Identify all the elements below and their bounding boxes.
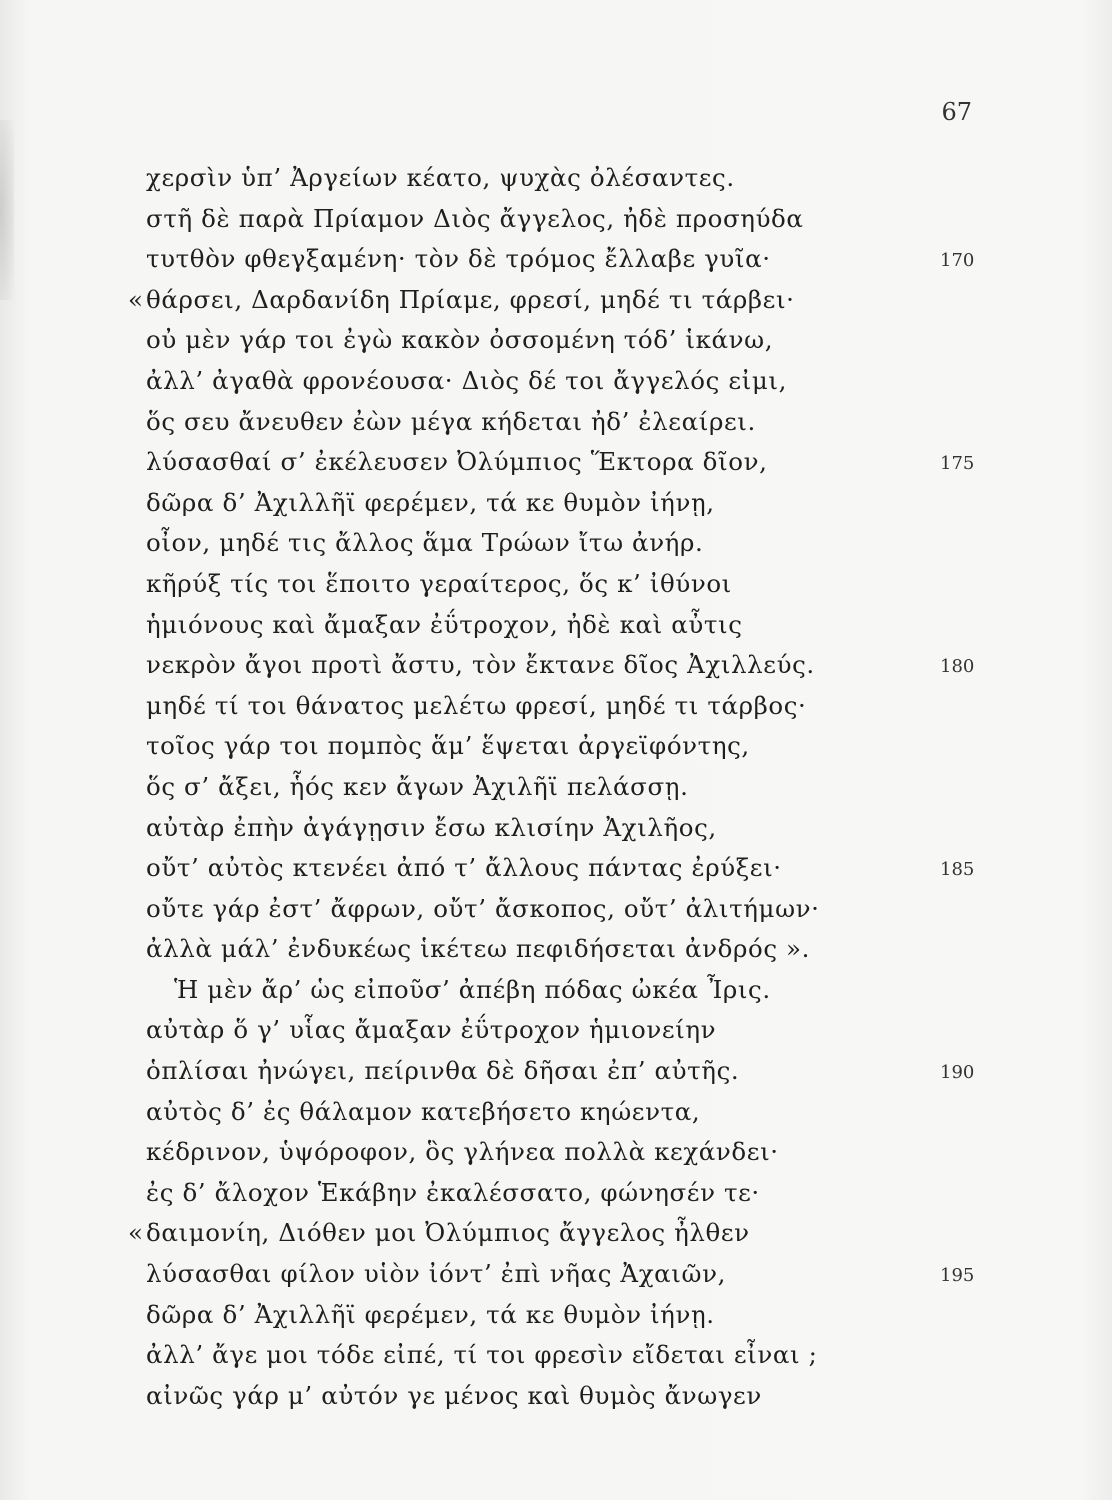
verse-line [128, 929, 988, 970]
verse-text: χερσὶν ὑπ’ Ἀργείων κέατο, ψυχὰς ὀλέσαντες. [146, 163, 735, 192]
verse-text: δαιμονίη, Διόθεν μοι Ὀλύμπιος ἄγγελος ἦλθεν [146, 1218, 750, 1248]
verse-text: οὔτε γάρ ἐστ’ ἄφρων, οὔτ’ ἄσκοπος, οὔτ’ ἀλιτήμων· [146, 893, 820, 923]
verse-text: κέδρινον, ὑψόροφον, ὃς γλήνεα πολλὰ κεχάνδει· [146, 1137, 779, 1167]
verse-text: θάρσει, Δαρδανίδη Πρίαμε, φρεσί, μηδέ τι τάρβει· [146, 284, 795, 314]
opening-quote-mark: « [128, 1218, 144, 1248]
verse-text: νεκρὸν ἄγοι προτὶ ἄστυ, τὸν ἔκτανε δῖος Ἀχιλλεύς. [146, 650, 815, 680]
verse-text: κῆρύξ τίς τοι ἕποιτο γεραίτερος, ὅς κ’ ἰθύνοι [146, 568, 732, 598]
verse-line [128, 1376, 988, 1417]
verse-text: ὅς σευ ἄνευθεν ἐὼν μέγα κήδεται ἠδ’ ἐλεαίρει. [146, 406, 756, 436]
verse-line [128, 605, 988, 646]
verse-text: οὐ μὲν γάρ τοι ἐγὼ κακὸν ὀσσομένη τόδ’ ἱκάνω, [146, 325, 774, 355]
verse-text: οἶον, μηδέ τις ἄλλος ἅμα Τρώων ἴτω ἀνήρ. [146, 528, 704, 558]
verse-text: μηδέ τί τοι θάνατος μελέτω φρεσί, μηδέ τι τάρβος· [146, 690, 807, 720]
verse-line [128, 239, 988, 280]
verse-block [128, 158, 988, 1416]
verse-text: λύσασθαί σ’ ἐκέλευσεν Ὀλύμπιος Ἕκτορα δῖον, [146, 447, 768, 477]
verse-line [128, 1010, 988, 1051]
verse-line [128, 523, 988, 564]
verse-line [128, 158, 988, 199]
verse-line [128, 1173, 988, 1214]
verse-line [128, 199, 988, 240]
verse-text: στῆ δὲ παρὰ Πρίαμον Διὸς ἄγγελος, ἠδὲ προσηύδα [146, 203, 804, 233]
opening-quote-mark: « [128, 284, 144, 314]
verse-text: ἡμιόνους καὶ ἄμαξαν ἐΰτροχον, ἠδὲ καὶ αὖτις [146, 609, 743, 639]
verse-line [128, 1132, 988, 1173]
verse-line [128, 808, 988, 849]
verse-text: ἀλλ’ ἄγε μοι τόδε εἰπέ, τί τοι φρεσὶν εἴδεται εἶναι ; [146, 1340, 818, 1370]
verse-line [128, 1051, 988, 1092]
verse-line [128, 1254, 988, 1295]
verse-line [128, 483, 988, 524]
verse-line [128, 1213, 988, 1254]
verse-line [128, 564, 988, 605]
verse-text: ἀλλ’ ἀγαθὰ φρονέουσα· Διὸς δέ τοι ἄγγελός εἰμι, [146, 365, 787, 395]
verse-text: ὁπλίσαι ἠνώγει, πείρινθα δὲ δῆσαι ἐπ’ αὐτῆς. [146, 1056, 740, 1086]
verse-text: οὔτ’ αὐτὸς κτενέει ἀπό τ’ ἄλλους πάντας ἐρύξει· [146, 853, 782, 883]
page-number: 67 [941, 98, 972, 126]
line-number: 185 [940, 859, 975, 881]
verse-line [128, 320, 988, 361]
binding-shadow [0, 120, 14, 300]
verse-text: τοῖος γάρ τοι πομπὸς ἅμ’ ἕψεται ἀργεϊφόντης, [146, 731, 750, 761]
verse-text: Ἡ μὲν ἄρ’ ὡς εἰποῦσ’ ἀπέβη πόδας ὠκέα Ἶρις. [174, 974, 771, 1004]
verse-text: αἰνῶς γάρ μ’ αὐτόν γε μένος καὶ θυμὸς ἄνωγεν [146, 1380, 762, 1410]
verse-line [128, 726, 988, 767]
line-number: 180 [940, 656, 975, 678]
verse-line [128, 686, 988, 727]
verse-line [128, 280, 988, 321]
verse-text: τυτθὸν φθεγξαμένη· τὸν δὲ τρόμος ἔλλαβε γυῖα· [146, 244, 771, 274]
verse-line [128, 1335, 988, 1376]
verse-line [128, 1295, 988, 1336]
verse-line [128, 767, 988, 808]
verse-line [128, 442, 988, 483]
verse-text: ὅς σ’ ἄξει, ἧός κεν ἄγων Ἀχιλῆϊ πελάσσῃ. [146, 771, 689, 801]
verse-line [128, 848, 988, 889]
line-number: 170 [940, 250, 975, 272]
verse-text: ἐς δ’ ἄλοχον Ἑκάβην ἐκαλέσσατο, φώνησέν τε· [146, 1177, 760, 1207]
verse-text: λύσασθαι φίλον υἱὸν ἰόντ’ ἐπὶ νῆας Ἀχαιῶν, [146, 1259, 726, 1289]
verse-line [128, 889, 988, 930]
verse-text: αὐτὸς δ’ ἐς θάλαμον κατεβήσετο κηώεντα, [146, 1096, 701, 1126]
line-number: 195 [940, 1265, 975, 1287]
verse-text: αὐτὰρ ὅ γ’ υἷας ἄμαξαν ἐΰτροχον ἡμιονείην [146, 1015, 717, 1045]
verse-text: δῶρα δ’ Ἀχιλλῆϊ φερέμεν, τά κε θυμὸν ἰήνῃ. [146, 1299, 715, 1329]
verse-line [128, 402, 988, 443]
line-number: 175 [940, 453, 975, 475]
verse-text: ἀλλὰ μάλ’ ἐνδυκέως ἱκέτεω πεφιδήσεται ἀνδρός ». [146, 934, 811, 964]
verse-line [128, 970, 988, 1011]
verse-line [128, 645, 988, 686]
line-number: 190 [940, 1062, 975, 1084]
verse-text: αὐτὰρ ἐπὴν ἀγάγῃσιν ἔσω κλισίην Ἀχιλῆος, [146, 812, 717, 842]
verse-text: δῶρα δ’ Ἀχιλλῆϊ φερέμεν, τά κε θυμὸν ἰήνῃ, [146, 487, 715, 517]
verse-line [128, 1092, 988, 1133]
verse-line [128, 361, 988, 402]
